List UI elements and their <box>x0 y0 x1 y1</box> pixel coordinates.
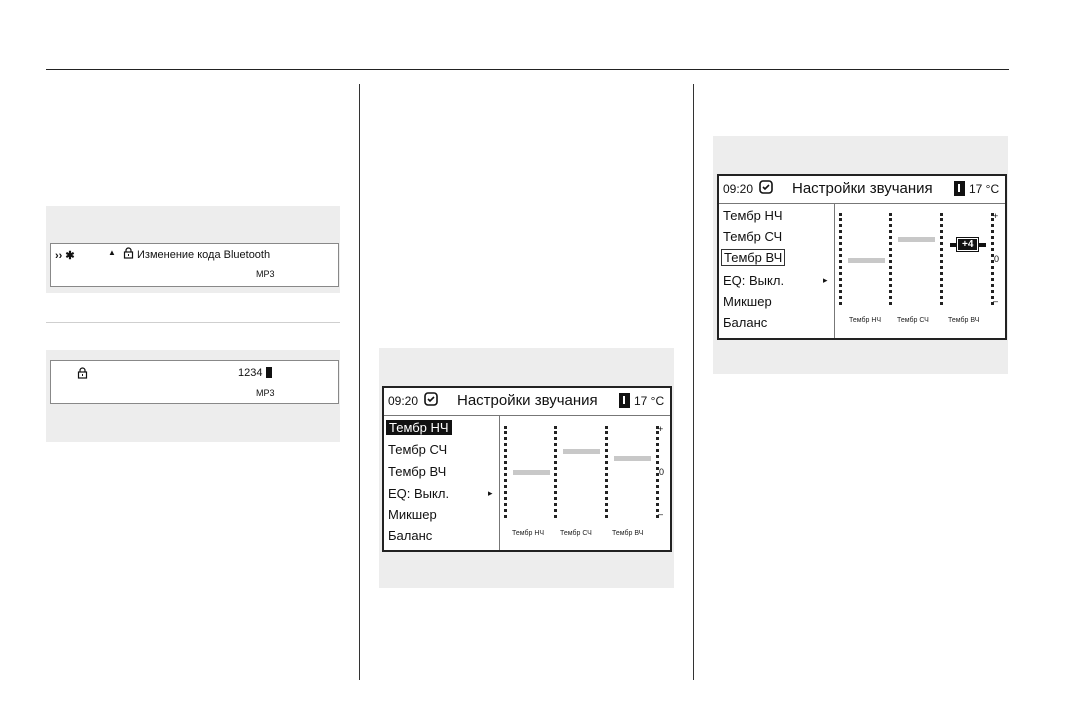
level-bar-bass <box>848 258 885 263</box>
menu-item-treble[interactable]: Тембр ВЧ <box>388 464 447 479</box>
menu-item-mid[interactable]: Тембр СЧ <box>723 229 783 244</box>
temperature: 17 °C <box>969 182 1000 196</box>
slider-track-mid[interactable] <box>940 213 943 305</box>
display-title: Изменение кода Bluetooth <box>137 249 271 261</box>
separator <box>46 322 340 323</box>
level-bar-bass <box>513 470 550 475</box>
sound-settings-screen-treble <box>717 174 1007 340</box>
band-label-mid: Тембр СЧ <box>560 530 592 537</box>
scale-plus: + <box>658 424 664 434</box>
cursor-block <box>266 367 272 378</box>
menu-item-bass[interactable]: Тембр НЧ <box>386 420 452 435</box>
column-divider-2 <box>693 84 694 680</box>
scale-zero: 0 <box>659 467 665 477</box>
band-label-bass: Тембр НЧ <box>849 317 882 324</box>
sound-settings-screen <box>382 386 672 552</box>
radio-display-code-entry <box>50 360 339 404</box>
level-bar-mid <box>898 237 935 242</box>
slider-track-mid[interactable] <box>605 426 608 518</box>
status-bar <box>719 176 1005 204</box>
menu-item-eq[interactable]: EQ: Выкл. <box>388 486 450 501</box>
screen-title: Настройки звучания <box>792 180 933 197</box>
menu-item-bass[interactable]: Тембр НЧ <box>723 208 783 223</box>
submenu-arrow-icon: ▸ <box>823 275 828 285</box>
submenu-arrow-icon: ▸ <box>488 488 493 498</box>
source-label: MP3 <box>256 269 275 279</box>
source-label: MP3 <box>256 388 275 398</box>
band-label-treble: Тембр ВЧ <box>948 317 980 324</box>
thermometer-icon <box>619 393 630 408</box>
value-badge: +4 <box>957 238 978 251</box>
slider-track-bass[interactable] <box>554 426 557 518</box>
level-bar-mid <box>563 449 600 454</box>
column-divider-1 <box>359 84 360 680</box>
scale-minus: – <box>658 509 664 519</box>
clock: 09:20 <box>723 182 754 196</box>
menu-item-eq[interactable]: EQ: Выкл. <box>723 273 785 288</box>
menu-item-mixer[interactable]: Микшер <box>723 294 772 309</box>
scale-dots-left <box>504 426 507 518</box>
menu-divider <box>834 204 835 338</box>
menu-item-balance[interactable]: Баланс <box>723 315 768 330</box>
eject-icon: ▲ <box>108 248 116 257</box>
top-rule <box>46 69 1009 70</box>
status-bar <box>384 388 670 416</box>
bluetooth-icon: ›› ✱ <box>55 250 75 262</box>
menu-item-mid[interactable]: Тембр СЧ <box>388 442 448 457</box>
screen-title: Настройки звучания <box>457 392 598 409</box>
clock: 09:20 <box>388 394 419 408</box>
lock-icon <box>77 367 88 382</box>
thermometer-icon <box>954 181 965 196</box>
radio-display-bluetooth-code <box>50 243 339 287</box>
check-icon <box>424 392 438 411</box>
level-bar-treble <box>614 456 651 461</box>
scale-zero: 0 <box>994 254 1000 264</box>
scale-minus: – <box>993 296 999 306</box>
band-label-treble: Тембр ВЧ <box>612 530 644 537</box>
menu-item-treble[interactable]: Тембр ВЧ <box>721 249 785 266</box>
temperature: 17 °C <box>634 394 665 408</box>
code-value: 1234 <box>238 367 263 379</box>
band-label-mid: Тембр СЧ <box>897 317 929 324</box>
slider-track-bass[interactable] <box>889 213 892 305</box>
menu-item-mixer[interactable]: Микшер <box>388 507 437 522</box>
check-icon <box>759 180 773 199</box>
scale-plus: + <box>993 211 999 221</box>
lock-icon <box>123 247 134 262</box>
menu-divider <box>499 416 500 550</box>
band-label-bass: Тембр НЧ <box>512 530 545 537</box>
scale-dots-left <box>839 213 842 305</box>
menu-item-balance[interactable]: Баланс <box>388 528 433 543</box>
